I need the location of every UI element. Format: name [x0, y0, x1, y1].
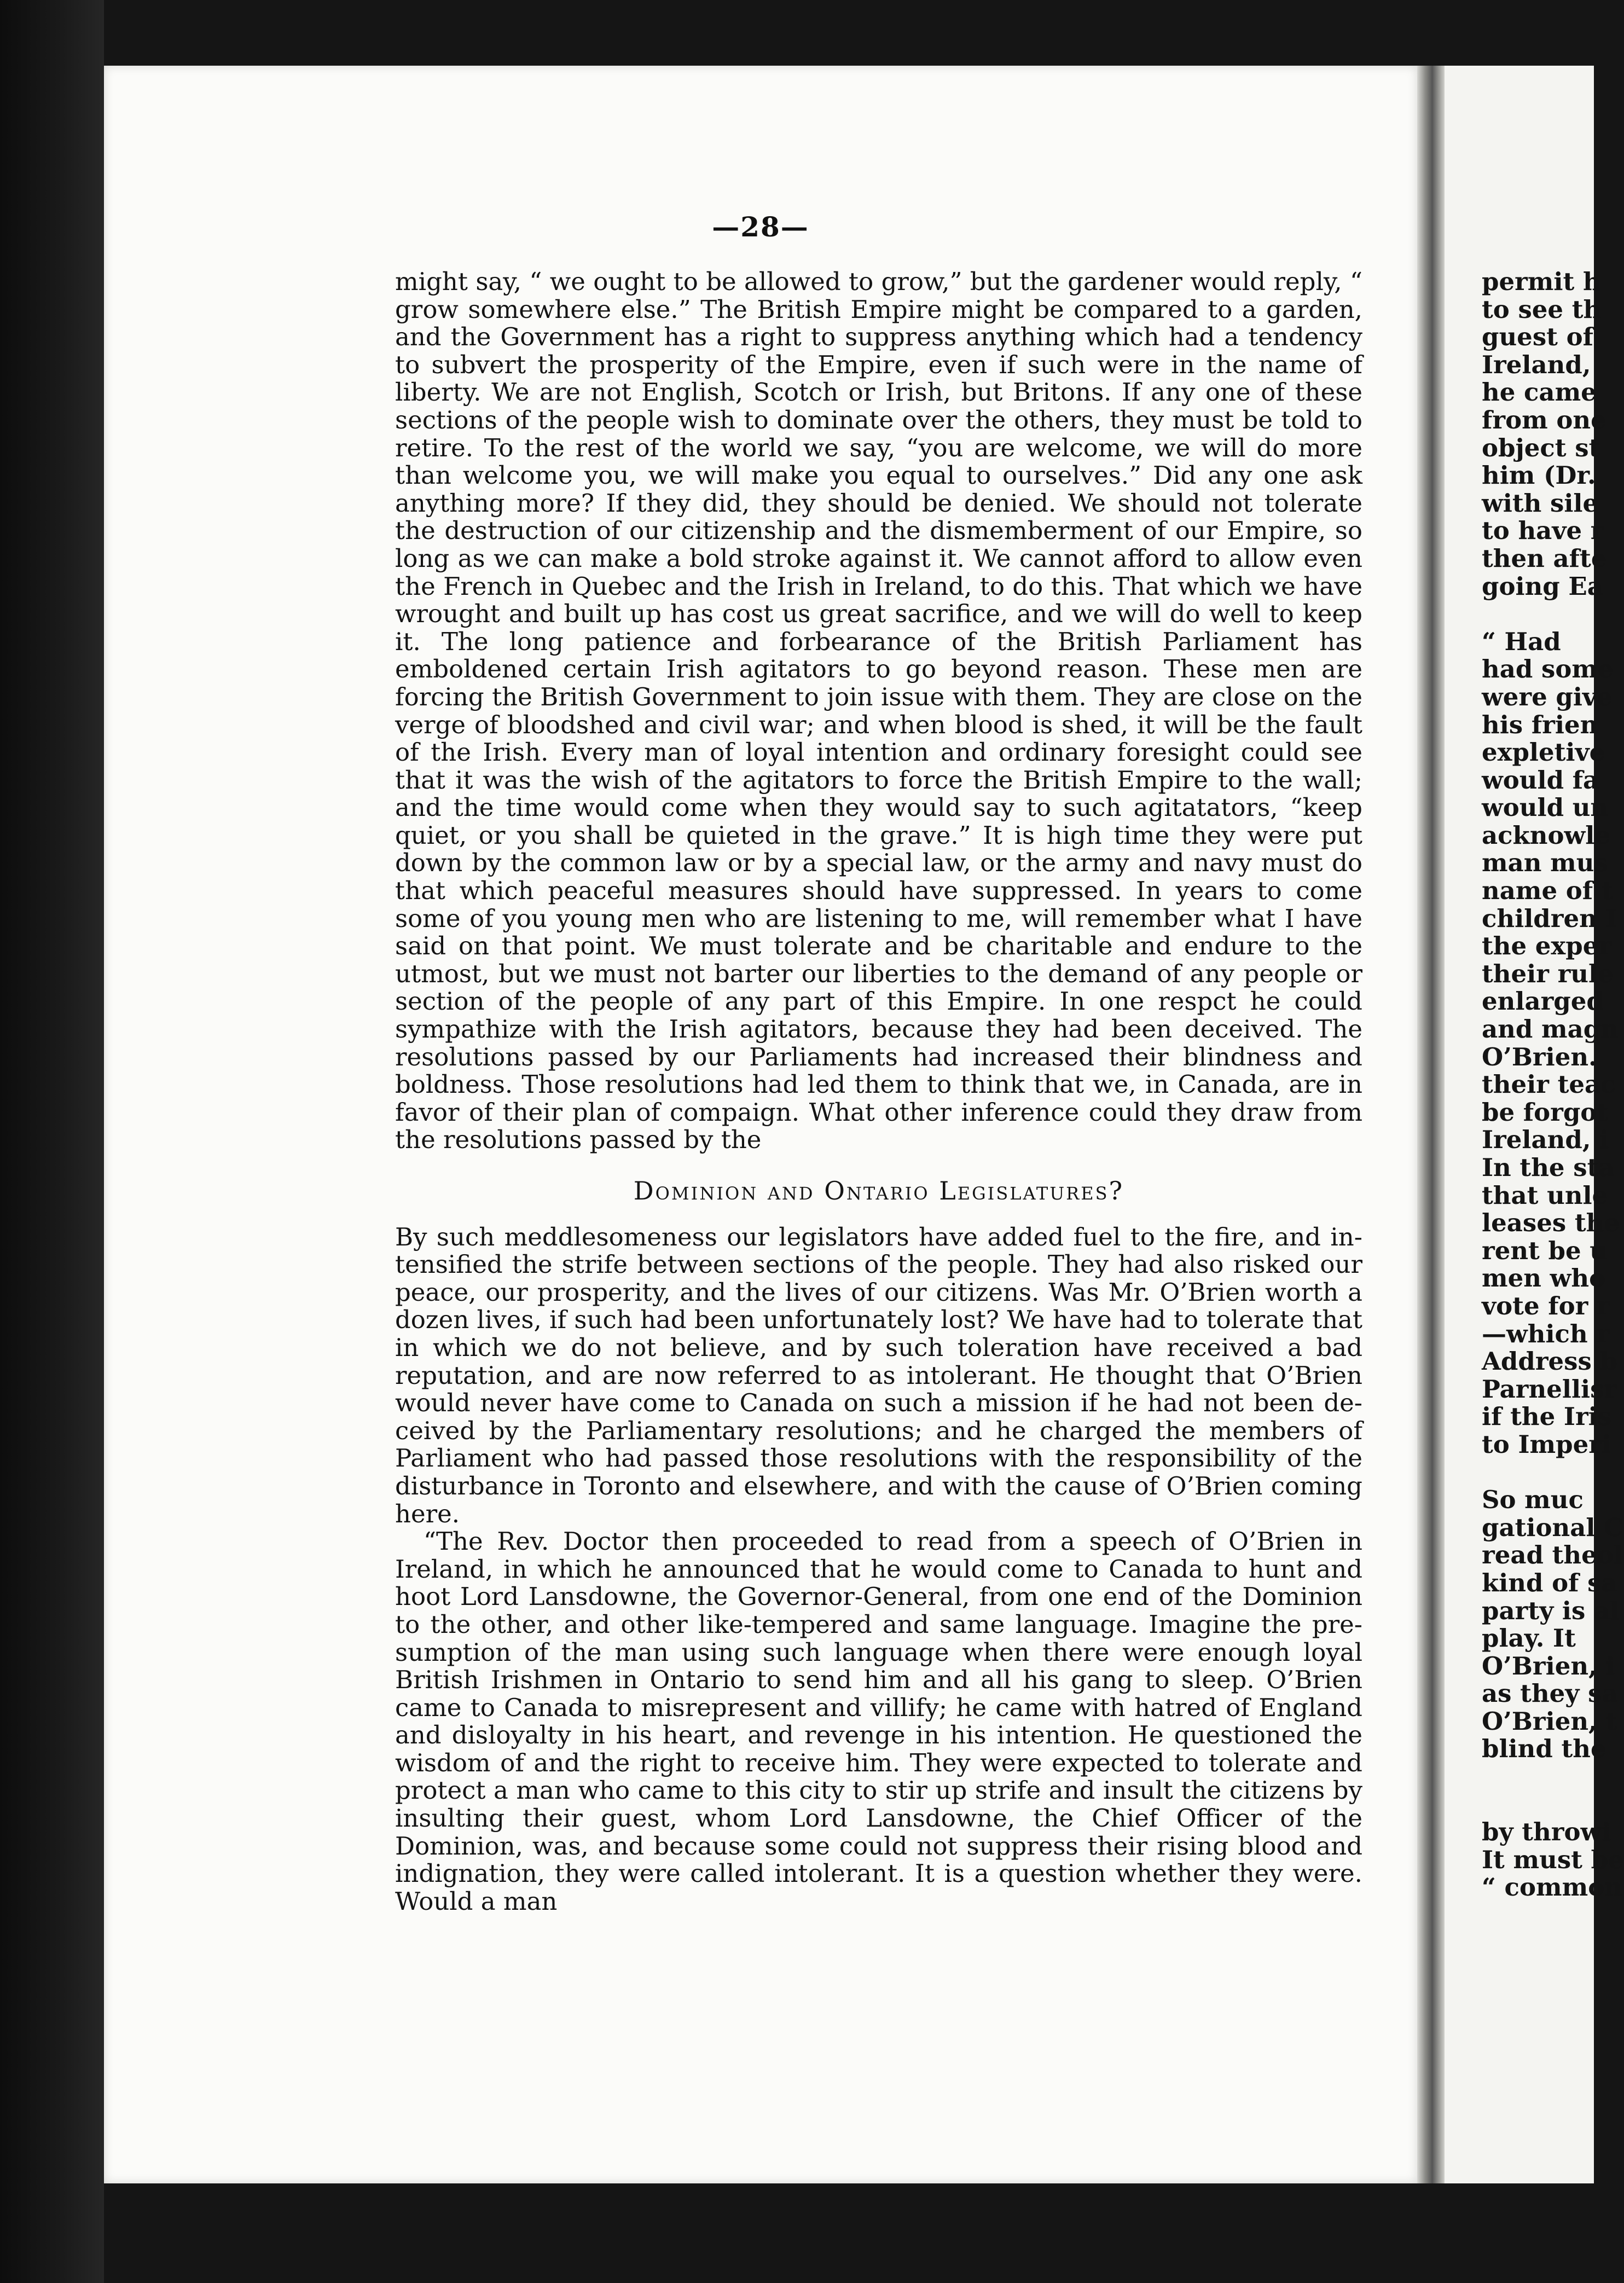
adjacent-text-line: to see th [1482, 294, 1602, 324]
text-line: to the other, and other like-tempered and same language. Imagine the pre- [395, 1609, 1362, 1639]
text-line: time they were put down by the common law or by a special law, or the army [395, 820, 1362, 878]
adjacent-text-line: play. It [1482, 1624, 1576, 1653]
text-line: and the Government has a right to suppress anything which had a tendency [395, 322, 1362, 352]
text-line: Parliament who had passed those resolutions with the responsibility of the [395, 1444, 1362, 1473]
text-line: tensified the strife between sections of the people. They had also risked our [395, 1250, 1362, 1279]
text-line: one ask anything more? If they did, they should be denied. We [395, 461, 1362, 518]
adjacent-text-line: O’Brien, t [1482, 1706, 1617, 1736]
adjacent-text-line: he came [1482, 378, 1597, 407]
adjacent-text-line: men who [1482, 1264, 1606, 1293]
text-line: here. [395, 1499, 460, 1528]
text-line: insulting their guest, whom Lord Lansdowne, the Chief Officer of the Dominion, [395, 1804, 1362, 1861]
text-line: foresight could see that it was the wish of the agitators to force the British [395, 738, 1362, 795]
text-line: protect a man who came to this city to stir up strife and insult the citizens by [395, 1776, 1362, 1805]
text-line: reputation, and are now referred to as intolerant. He thought that O’Brien [395, 1360, 1362, 1390]
book-gutter [1417, 66, 1445, 2183]
film-edge-left [0, 0, 104, 2283]
adjacent-text-line: guest of [1482, 322, 1593, 352]
text-line: peace, our prosperity, and the lives of our citizens. Was Mr. O’Brien worth [395, 1277, 1348, 1307]
adjacent-text-line: vote for r [1482, 1291, 1610, 1320]
adjacent-text-line: that unle [1482, 1180, 1608, 1210]
text-after-heading [395, 1224, 1362, 1916]
text-line: might say, “ we ought to be allowed to grow,” but the gardener would reply, [395, 267, 1350, 296]
adjacent-text-line: from one [1482, 405, 1606, 434]
adjacent-text-line: In the sta [1482, 1153, 1615, 1182]
adjacent-text-line: rent be u [1482, 1236, 1608, 1265]
adjacent-text-line: had some [1482, 654, 1614, 684]
adjacent-text-line: expletive [1482, 738, 1605, 767]
text-line: was, and because some could not suppress their rising blood and indignation, [395, 1831, 1362, 1888]
adjacent-text-line: So muc [1482, 1485, 1584, 1515]
text-line: Parliament has emboldened certain Irish agitators to go beyond reason. [395, 627, 1362, 684]
section-heading: Dominion and Ontario Legislatures? [633, 1176, 1124, 1206]
text-line: and navy must do that which peaceful measures should have suppressed. In [395, 848, 1363, 906]
text-line: they were called intolerant. It is a question whether they were. Would a man [395, 1859, 1362, 1916]
text-line: That which we have wrought and built up has cost us great sacrifice, and we [395, 571, 1363, 629]
adjacent-text-line: him (Dr. [1482, 461, 1596, 490]
adjacent-text-line: name of t [1482, 876, 1613, 906]
adjacent-text-line: leases the [1482, 1208, 1620, 1238]
text-line: endure to the utmost, but we must not barter our liberties to the demand of [395, 931, 1362, 988]
text-line: told to retire. To the rest of the world we say, “you are welcome, we will [395, 405, 1362, 462]
adjacent-text-line: “ common [1482, 1873, 1622, 1902]
adjacent-text-line: O’Brien. [1482, 1042, 1597, 1071]
adjacent-text-line: would un [1482, 793, 1609, 822]
adjacent-text-line: would fa [1482, 765, 1599, 795]
text-line: from the resolutions passed by the [395, 1097, 1362, 1155]
text-line: hoot Lord Lansdowne, the Governor-General, from one end of the Dominion [395, 1582, 1362, 1612]
paragraph [395, 1224, 1362, 1528]
text-line: ceived by the Parliamentary resolutions; and he charged the members of [395, 1416, 1362, 1445]
adjacent-text-line: permit h [1482, 267, 1601, 296]
adjacent-text-line [1482, 1791, 1594, 1819]
adjacent-text-line: Parnellisr [1482, 1374, 1617, 1404]
text-line: to subvert the prosperity of the Empire, even if such were in the name of [395, 350, 1362, 379]
adjacent-text-line: as they sa [1482, 1679, 1618, 1708]
adjacent-text-line: by throwi [1482, 1817, 1611, 1847]
adjacent-text-line: were give [1482, 682, 1613, 711]
text-line: sumption of the man using such language when there were enough loyal [395, 1637, 1362, 1667]
text-line: in favor of their plan of compaign. What other inference could they draw [395, 1070, 1362, 1127]
adjacent-text-line: to Imperi [1482, 1429, 1611, 1459]
paragraph [395, 1528, 1362, 1915]
text-line: boldness. Those resolutions had led them to think that we, in Canada, are [395, 1070, 1339, 1099]
text-line: British Irishmen in Ontario to send him and all his gang to sleep. O’Brien [395, 1665, 1362, 1695]
text-line: Ireland, in which he announced that he would come to Canada to hunt and [395, 1554, 1362, 1584]
adjacent-text-line: their teac [1482, 1070, 1616, 1099]
text-line: do more than welcome you, we will make you equal to ourselves.” Did any [395, 433, 1363, 490]
paragraph [395, 268, 1362, 1154]
text-line: are close on the verge of bloodshed and civil war; and when blood is shed, it [395, 682, 1362, 739]
adjacent-text-line: man mus [1482, 848, 1608, 878]
text-line: agitatators, “keep quiet, or you shall be quieted in the grave.” It is high [395, 793, 1362, 850]
adjacent-text-line: It must be [1482, 1845, 1624, 1874]
adjacent-text-line: with sile [1482, 488, 1599, 518]
adjacent-text-line: —which r [1482, 1319, 1610, 1348]
text-line: Empire to the wall; and the time would come when they would say to such [395, 765, 1362, 822]
text-line: The resolutions passed by our Parliaments had increased their blindness and [395, 1015, 1362, 1071]
main-text-column [395, 268, 1362, 1915]
text-line: a dozen lives, if such had been unfortunately lost? We have had to tolerate [395, 1277, 1362, 1335]
text-line: will be the fault of the Irish. Every man of loyal intention and ordinary [395, 710, 1362, 767]
adjacent-text-line [1482, 600, 1594, 628]
adjacent-text-line: to have r [1482, 516, 1604, 546]
adjacent-text-line: their rule [1482, 959, 1614, 988]
adjacent-text-line: enlarged [1482, 987, 1604, 1016]
text-line: “The Rev. Doctor then proceeded to read from a speech of O’Brien in [424, 1527, 1362, 1556]
text-line: any people or section of the people of any part of this Empire. In one respct [395, 959, 1362, 1016]
text-line: years to come some of you young men who are listening to me, will remember [395, 876, 1362, 933]
adjacent-text-line: object st [1482, 433, 1600, 462]
adjacent-text-line: going Ea [1482, 571, 1603, 601]
adjacent-text-line: then afte [1482, 543, 1607, 573]
text-line: he could sympathize with the Irish agitators, because they had been deceived. [395, 987, 1362, 1044]
text-line: disturbance in Toronto and elsewhere, and with the cause of O’Brien coming [395, 1471, 1362, 1500]
adjacent-text-line: Ireland, [1482, 350, 1591, 379]
text-line: will do well to keep it. The long patience and forbearance of the British [395, 599, 1362, 656]
text-line: what I have said on that point. We must tolerate and be charitable and [395, 903, 1362, 961]
adjacent-text-line: blind the [1482, 1734, 1606, 1764]
text-line: and disloyalty in his heart, and revenge in his intention. He questioned the [395, 1720, 1362, 1750]
adjacent-text-line: O’Brien, i [1482, 1651, 1615, 1681]
text-line: of our Empire, so long as we can make a bold stroke against it. We cannot [395, 516, 1362, 573]
adjacent-page-text [1482, 267, 1624, 1902]
text-line: “ grow somewhere else.” The British Empire might be compared to a garden, [395, 267, 1362, 324]
adjacent-text-line: his frien [1482, 710, 1598, 739]
text-line: These men are forcing the British Government to join issue with them. They [395, 654, 1362, 711]
adjacent-text-line: Address b [1482, 1347, 1617, 1376]
adjacent-text-line: if the Iris [1482, 1402, 1612, 1432]
adjacent-text-line: Ireland, i [1482, 1125, 1609, 1155]
text-line: liberty. We are not English, Scotch or Irish, but Britons. If any one of [395, 378, 1295, 407]
adjacent-text-line: party is al [1482, 1596, 1620, 1625]
text-line: By such meddlesomeness our legislators have added fuel to the fire, and in- [395, 1222, 1362, 1251]
adjacent-text-line: acknowle [1482, 820, 1610, 850]
adjacent-text-line [1482, 1459, 1594, 1487]
adjacent-text-line: and magn [1482, 1015, 1619, 1044]
text-line: afford to allow even the French in Quebec and the Irish in Ireland, to do this. [395, 543, 1362, 601]
adjacent-text-line: gational C [1482, 1513, 1623, 1542]
adjacent-text-line: be forgot [1482, 1097, 1609, 1127]
adjacent-text-line: children I [1482, 903, 1617, 933]
text-line: these sections of the people wish to dominate over the others, they must be [395, 378, 1362, 434]
text-line: wisdom of and the right to receive him. They were expected to tolerate and [395, 1748, 1362, 1777]
adjacent-text-line [1482, 1763, 1594, 1791]
adjacent-text-line: the exper [1482, 931, 1612, 961]
adjacent-text-line: “ Had [1482, 627, 1561, 656]
text-before-heading [395, 268, 1362, 1154]
text-line: came to Canada to misrepresent and villify; he came with hatred of England [395, 1693, 1362, 1722]
text-line: that in which we do not believe, and by such toleration have received a bad [395, 1305, 1362, 1362]
page-number: —28— [712, 211, 809, 243]
text-line: would never have come to Canada on such a mission if he had not been de- [395, 1388, 1362, 1418]
adjacent-text-line: kind of sa [1482, 1568, 1617, 1597]
text-line: should not tolerate the destruction of our citizenship and the dismemberment [395, 488, 1362, 546]
adjacent-text-line: read theol [1482, 1540, 1623, 1570]
